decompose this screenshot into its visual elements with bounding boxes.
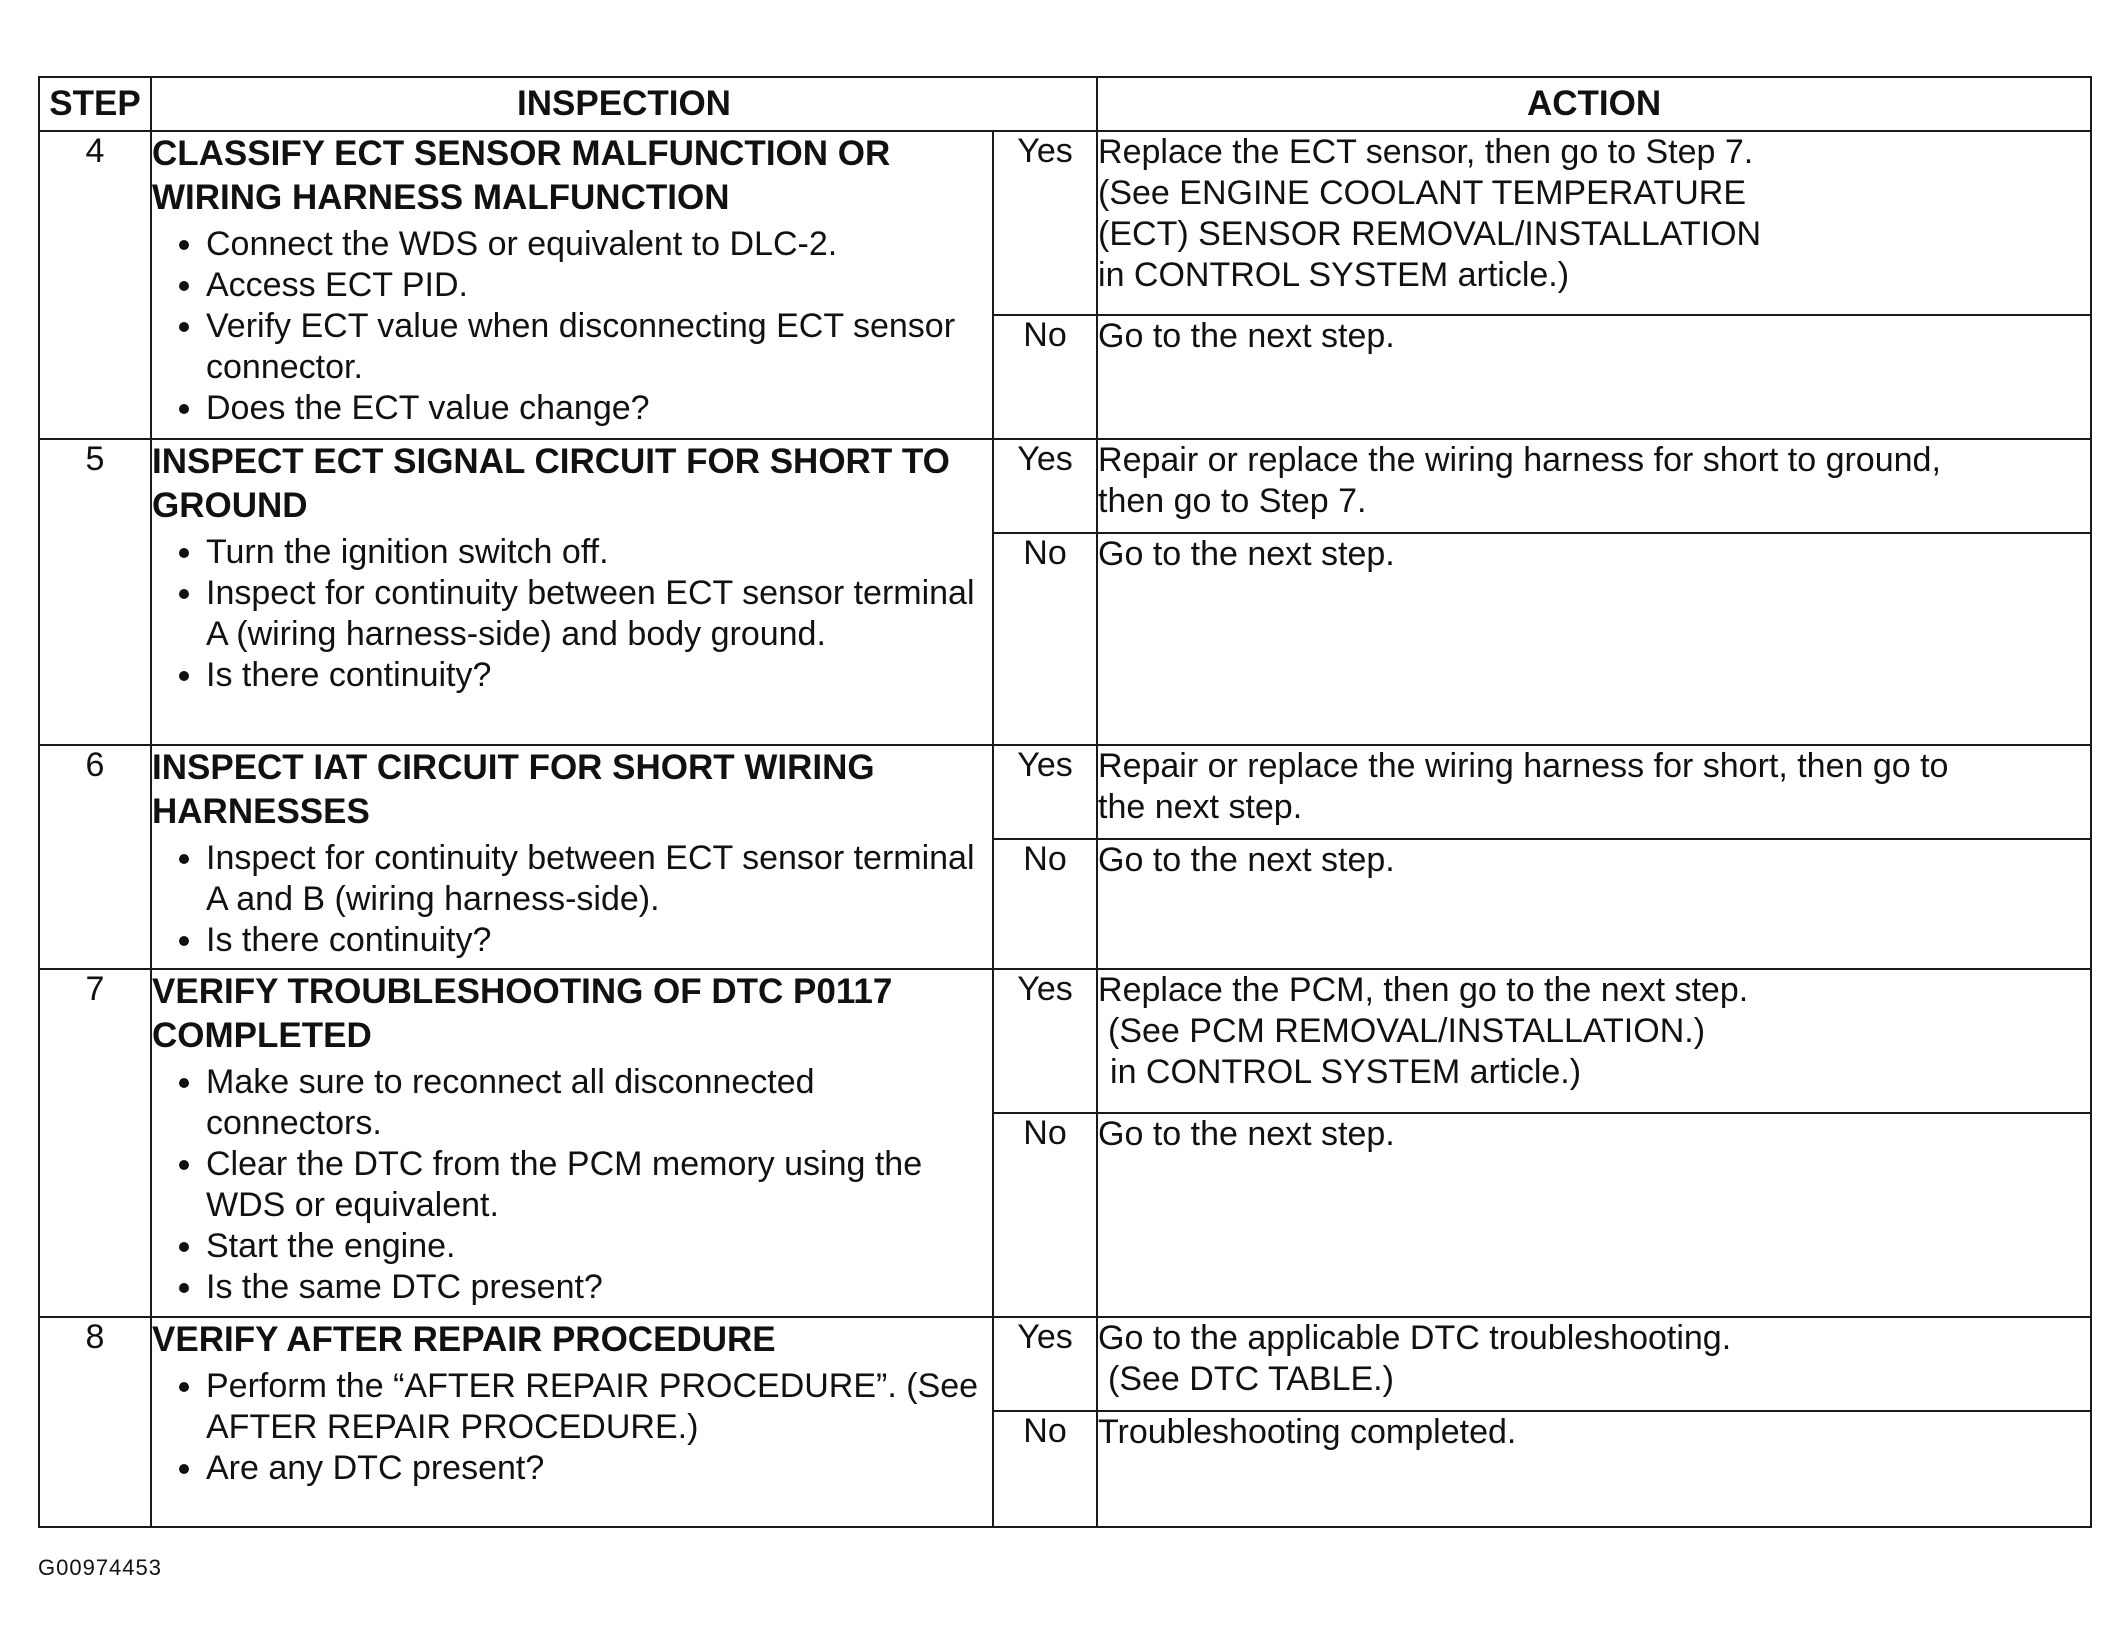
bullet-item: • Are any DTC present? [206,1448,992,1489]
action-line: Go to the next step. [1098,841,1395,879]
action-line: (ECT) SENSOR REMOVAL/INSTALLATION [1098,215,1762,253]
yes-action [1097,131,2091,315]
no-action [1097,533,2091,745]
step-number: 8 [39,1317,151,1527]
bullet-item: • Make sure to reconnect all disconnected connectors. [206,1062,992,1144]
yes-label: Yes [993,131,1097,315]
header-action: ACTION [1097,77,2091,131]
action-line: the next step. [1098,788,1303,826]
no-label: No [993,1113,1097,1317]
action-line: Troubleshooting completed. [1098,1413,1517,1451]
bullet-item: • Perform the “AFTER REPAIR PROCEDURE”. (See AFTER REPAIR PROCEDURE.) [206,1366,992,1448]
table-row [39,969,2091,1113]
bullet-item: • Connect the WDS or equivalent to DLC-2. [206,224,992,265]
inspection-bullets [152,532,992,696]
action-line: Replace the ECT sensor, then go to Step 7. [1098,133,1754,171]
bullet-item: • Is there continuity? [206,655,992,696]
bullet-item: • Verify ECT value when disconnecting ECT sensor connector. [206,306,992,388]
step-number: 5 [39,439,151,745]
no-action [1097,315,2091,439]
yes-label: Yes [993,969,1097,1113]
inspection-cell [151,1317,993,1527]
document-code: G00974453 [38,1555,162,1580]
no-action [1097,1113,2091,1317]
inspection-bullets [152,838,992,961]
no-label: No [993,839,1097,969]
no-label: No [993,533,1097,745]
yes-label: Yes [993,745,1097,839]
inspection-cell [151,969,993,1317]
inspection-cell [151,439,993,745]
inspection-cell [151,745,993,969]
inspection-title: VERIFY AFTER REPAIR PROCEDURE [152,1320,776,1359]
table-row [39,131,2091,315]
inspection-title: VERIFY TROUBLESHOOTING OF DTC P0117 COMPLETED [152,972,893,1055]
action-line: Go to the next step. [1098,535,1395,573]
bullet-item: • Is there continuity? [206,920,992,961]
action-line: Replace the PCM, then go to the next step. [1098,971,1749,1009]
action-line: Go to the next step. [1098,317,1395,355]
no-label: No [993,1411,1097,1527]
action-line: Go to the next step. [1098,1115,1395,1153]
bullet-item: • Start the engine. [206,1226,992,1267]
bullet-item: • Inspect for continuity between ECT sensor terminal A (wiring harness-side) and body ground. [206,573,992,655]
no-action [1097,1411,2091,1527]
yes-action [1097,745,2091,839]
inspection-title: INSPECT IAT CIRCUIT FOR SHORT WIRING HARNESSES [152,748,875,831]
bullet-item: • Turn the ignition switch off. [206,532,992,573]
action-line: Repair or replace the wiring harness for short to ground, [1098,441,1941,479]
step-number: 7 [39,969,151,1317]
step-number: 6 [39,745,151,969]
header-inspection: INSPECTION [151,77,1097,131]
yes-label: Yes [993,439,1097,533]
bullet-item: • Clear the DTC from the PCM memory using the WDS or equivalent. [206,1144,992,1226]
bullet-item: • Is the same DTC present? [206,1267,992,1308]
inspection-title: INSPECT ECT SIGNAL CIRCUIT FOR SHORT TO GROUND [152,442,950,525]
bullet-item: • Access ECT PID. [206,265,992,306]
action-line: in CONTROL SYSTEM article.) [1098,256,1570,294]
inspection-cell [151,131,993,439]
yes-label: Yes [993,1317,1097,1411]
table-row [39,1317,2091,1411]
bullet-item: • Does the ECT value change? [206,388,992,429]
action-line: Repair or replace the wiring harness for short, then go to [1098,747,1949,785]
inspection-title: CLASSIFY ECT SENSOR MALFUNCTION OR WIRING HARNESS MALFUNCTION [152,134,891,217]
no-action [1097,839,2091,969]
yes-action [1097,969,2091,1113]
inspection-bullets [152,224,992,429]
action-line: (See ENGINE COOLANT TEMPERATURE [1098,174,1747,212]
table-row [39,745,2091,839]
action-line: in CONTROL SYSTEM article.) [1110,1053,1582,1091]
no-label: No [993,315,1097,439]
step-number: 4 [39,131,151,439]
yes-action [1097,439,2091,533]
header-step: STEP [39,77,151,131]
action-line: (See PCM REMOVAL/INSTALLATION.) [1108,1012,1706,1050]
yes-action [1097,1317,2091,1411]
table-row [39,439,2091,533]
header-row [39,77,2091,131]
inspection-bullets [152,1062,992,1308]
inspection-bullets [152,1366,992,1489]
action-line: (See DTC TABLE.) [1108,1360,1394,1398]
bullet-item: • Inspect for continuity between ECT sensor terminal A and B (wiring harness-side). [206,838,992,920]
action-line: Go to the applicable DTC troubleshooting. [1098,1319,1732,1357]
procedure-table [38,76,2092,1528]
action-line: then go to Step 7. [1098,482,1367,520]
